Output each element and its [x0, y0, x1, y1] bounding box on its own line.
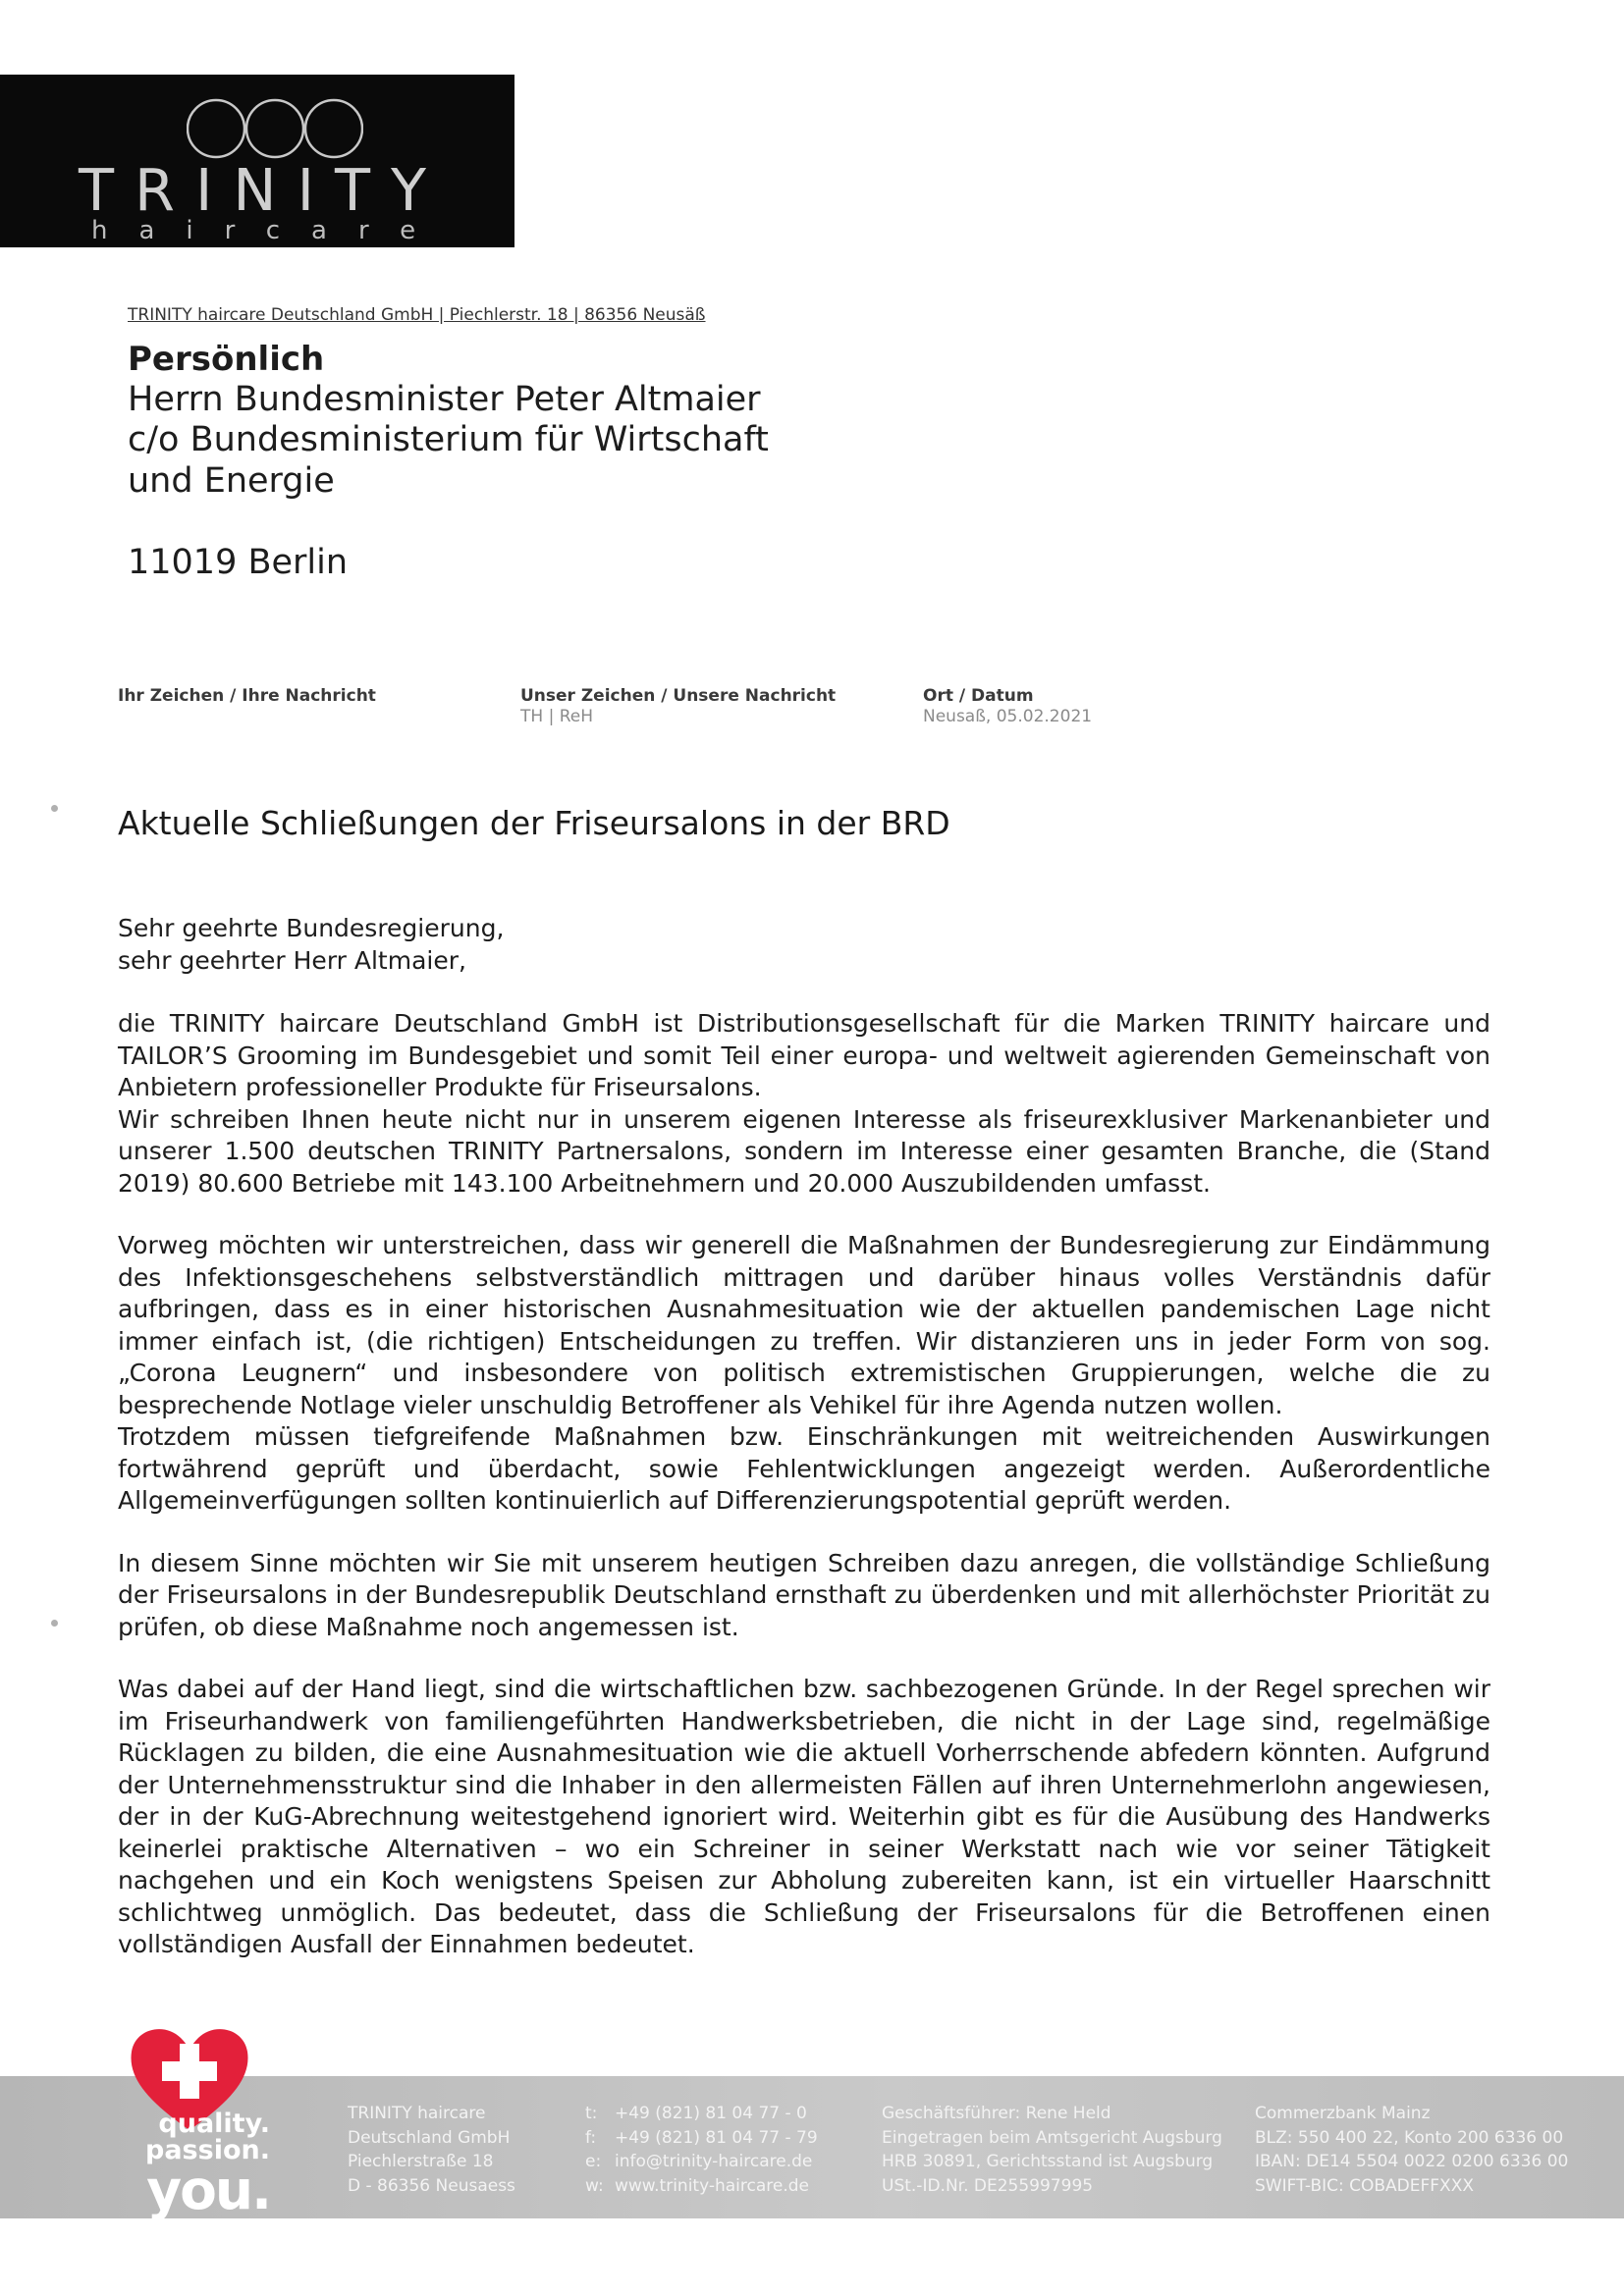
place-date-value: Neusaß, 05.02.2021	[923, 707, 1093, 726]
place-date-label: Ort / Datum	[923, 686, 1034, 706]
web-prefix: w:	[585, 2175, 604, 2196]
recipient-city: 11019 Berlin	[128, 543, 349, 582]
greeting-line-1: Sehr geehrte Bundesregierung,	[118, 914, 505, 942]
phone-number[interactable]: +49 (821) 81 04 77 - 0	[615, 2104, 807, 2123]
slogan-passion: passion.	[145, 2135, 270, 2165]
letter-subject: Aktuelle Schließungen der Friseursalons in der BRD	[118, 804, 950, 842]
greeting-line-2: sehr geehrter Herr Altmaier,	[118, 945, 466, 975]
footer-bank-line: SWIFT-BIC: COBADEFFXXX	[1255, 2175, 1474, 2196]
fax-prefix: f:	[585, 2127, 597, 2148]
footer-bank-line: Commerzbank Mainz	[1255, 2104, 1431, 2123]
paragraph-6: Was dabei auf der Hand liegt, sind die wirtschaftlichen bzw. sachbezogenen Gründe. In der Regel sprechen wir im Friseurhandwerk von familiengeführten Handwerksbetrieben, die nicht in der Lage sind, regelmäßige Rücklagen zu bilden, die eine Ausnahmesituation wie die aktuell Vorherrschende abfedern könnten. Aufgrund der Unternehmensstruktur sind die Inhaber in den allermeisten Fällen auf ihren Unternehmerlohn angewiesen, der in der KuG-Abrechnung weitestgehend ignoriert wird. Weiterhin gibt es für die Ausübung des Handwerks keinerlei praktische Alternativen – wo ein Schreiner in seiner Werkstatt nach wie vor seiner Tätigkeit nachgehen und ein Koch wenigstens Speisen zur Abholung zubereiten kann, ist ein virtueller Haarschnitt schlichtweg unmöglich. Das bedeutet, dass die Schließung der Friseursalons für die Betroffenen einen vollständigen Ausfall der Einnahmen bedeutet.	[118, 1675, 1490, 1958]
footer-bank-line: BLZ: 550 400 22, Konto 200 6336 00	[1255, 2127, 1564, 2148]
margin-mark	[51, 1620, 58, 1627]
letter-body	[118, 1008, 1490, 1961]
phone-prefix: t:	[585, 2104, 598, 2123]
slogan-you: you.	[146, 2159, 270, 2221]
recipient-line-2: c/o Bundesministerium für Wirtschaft	[128, 420, 769, 459]
our-reference-label: Unser Zeichen / Unsere Nachricht	[520, 686, 837, 706]
margin-mark	[51, 805, 58, 812]
paragraph-5: In diesem Sinne möchten wir Sie mit unserem heutigen Schreiben dazu anregen, die vollständige Schließung der Friseursalons in der Bundesrepublik Deutschland ernsthaft zu überdenken und mit allerhöchster Priorität zu prüfen, ob diese Maßnahme noch angemessen ist.	[118, 1548, 1490, 1641]
greeting	[118, 913, 1490, 977]
our-reference-value: TH | ReH	[520, 707, 593, 726]
trinity-logo	[0, 75, 514, 247]
your-reference	[118, 686, 376, 707]
our-reference	[520, 686, 836, 727]
footer-legal-line: HRB 30891, Gerichtsstand ist Augsburg	[882, 2152, 1214, 2171]
recipient-line-3: und Energie	[128, 461, 335, 501]
footer-legal-line: Geschäftsführer: Rene Held	[882, 2104, 1111, 2123]
recipient-line-1: Herrn Bundesminister Peter Altmaier	[128, 380, 761, 419]
footer-company-line: D - 86356 Neusaess	[348, 2175, 515, 2196]
footer-legal-line: Eingetragen beim Amtsgericht Augsburg	[882, 2127, 1222, 2148]
fax-number: +49 (821) 81 04 77 - 79	[615, 2127, 818, 2148]
paragraph-1: die TRINITY haircare Deutschland GmbH ist Distributionsgesellschaft für die Marken TRINITY haircare und TAILOR’S Grooming im Bundesgebiet und somit Teil einer europa- und weltweit agierenden Gemeinschaft von Anbietern professioneller Produkte für Friseursalons.	[118, 1009, 1490, 1101]
sender-line: TRINITY haircare Deutschland GmbH | Piechlerstr. 18 | 86356 Neusäß	[128, 305, 706, 325]
footer-company-line: Deutschland GmbH	[348, 2127, 511, 2148]
your-reference-label: Ihr Zeichen / Ihre Nachricht	[118, 686, 376, 706]
footer-contact	[585, 2102, 818, 2198]
slogan	[145, 2109, 270, 2221]
rings-icon	[187, 94, 363, 163]
footer-legal-line: USt.-ID.Nr. DE255997995	[882, 2175, 1094, 2196]
logo-brand: TRINITY	[79, 156, 448, 224]
website-link[interactable]: www.trinity-haircare.de	[615, 2175, 810, 2196]
logo-subtitle: haircare	[91, 216, 448, 245]
footer-bank	[1255, 2102, 1568, 2198]
email-link[interactable]: info@trinity-haircare.de	[615, 2152, 813, 2171]
footer-legal	[882, 2102, 1222, 2198]
email-prefix: e:	[585, 2152, 602, 2171]
footer-bank-line: IBAN: DE14 5504 0022 0200 6336 00	[1255, 2152, 1569, 2171]
paragraph-2: Wir schreiben Ihnen heute nicht nur in unserem eigenen Interesse als friseurexklusiver Markenanbieter und unserer 1.500 deutschen TRINITY Partnersalons, sondern im Interesse einer gesamten Branche, die (Stand 2019) 80.600 Betriebe mit 143.100 Arbeitnehmern und 20.000 Auszubildenden umfasst.	[118, 1104, 1490, 1198]
place-date	[923, 686, 1092, 727]
paragraph-3: Vorweg möchten wir unterstreichen, dass wir generell die Maßnahmen der Bundesregierung zur Eindämmung des Infektionsgeschehens selbstverständlich mittragen und darüber hinaus volles Verständnis dafür aufbringen, dass es in einer historischen Ausnahmesituation wie der aktuellen pandemischen Lage nicht immer einfach ist, (die richtigen) Entscheidungen zu treffen. Wir distanzieren uns in jeder Form von sog. „Corona Leugnern“ und insbesondere von politisch extremistischen Gruppierungen, welche die zu besprechende Notlage vieler unschuldig Betroffener als Vehikel für ihre Agenda nutzen wollen.	[118, 1231, 1490, 1419]
recipient-personal: Persönlich	[128, 340, 325, 379]
footer-company	[348, 2102, 515, 2198]
slogan-quality: quality.	[158, 2109, 270, 2139]
paragraph-4: Trotzdem müssen tiefgreifende Maßnahmen bzw. Einschränkungen mit weitreichenden Auswirkungen fortwährend geprüft und überdacht, sowie Fehlentwicklungen angezeigt werden. Außerordentliche Allgemeinverfügungen sollten kontinuierlich auf Differenzierungspotential geprüft werden.	[118, 1422, 1490, 1515]
footer-company-line: TRINITY haircare	[348, 2104, 486, 2123]
footer-company-line: Piechlerstraße 18	[348, 2152, 494, 2171]
